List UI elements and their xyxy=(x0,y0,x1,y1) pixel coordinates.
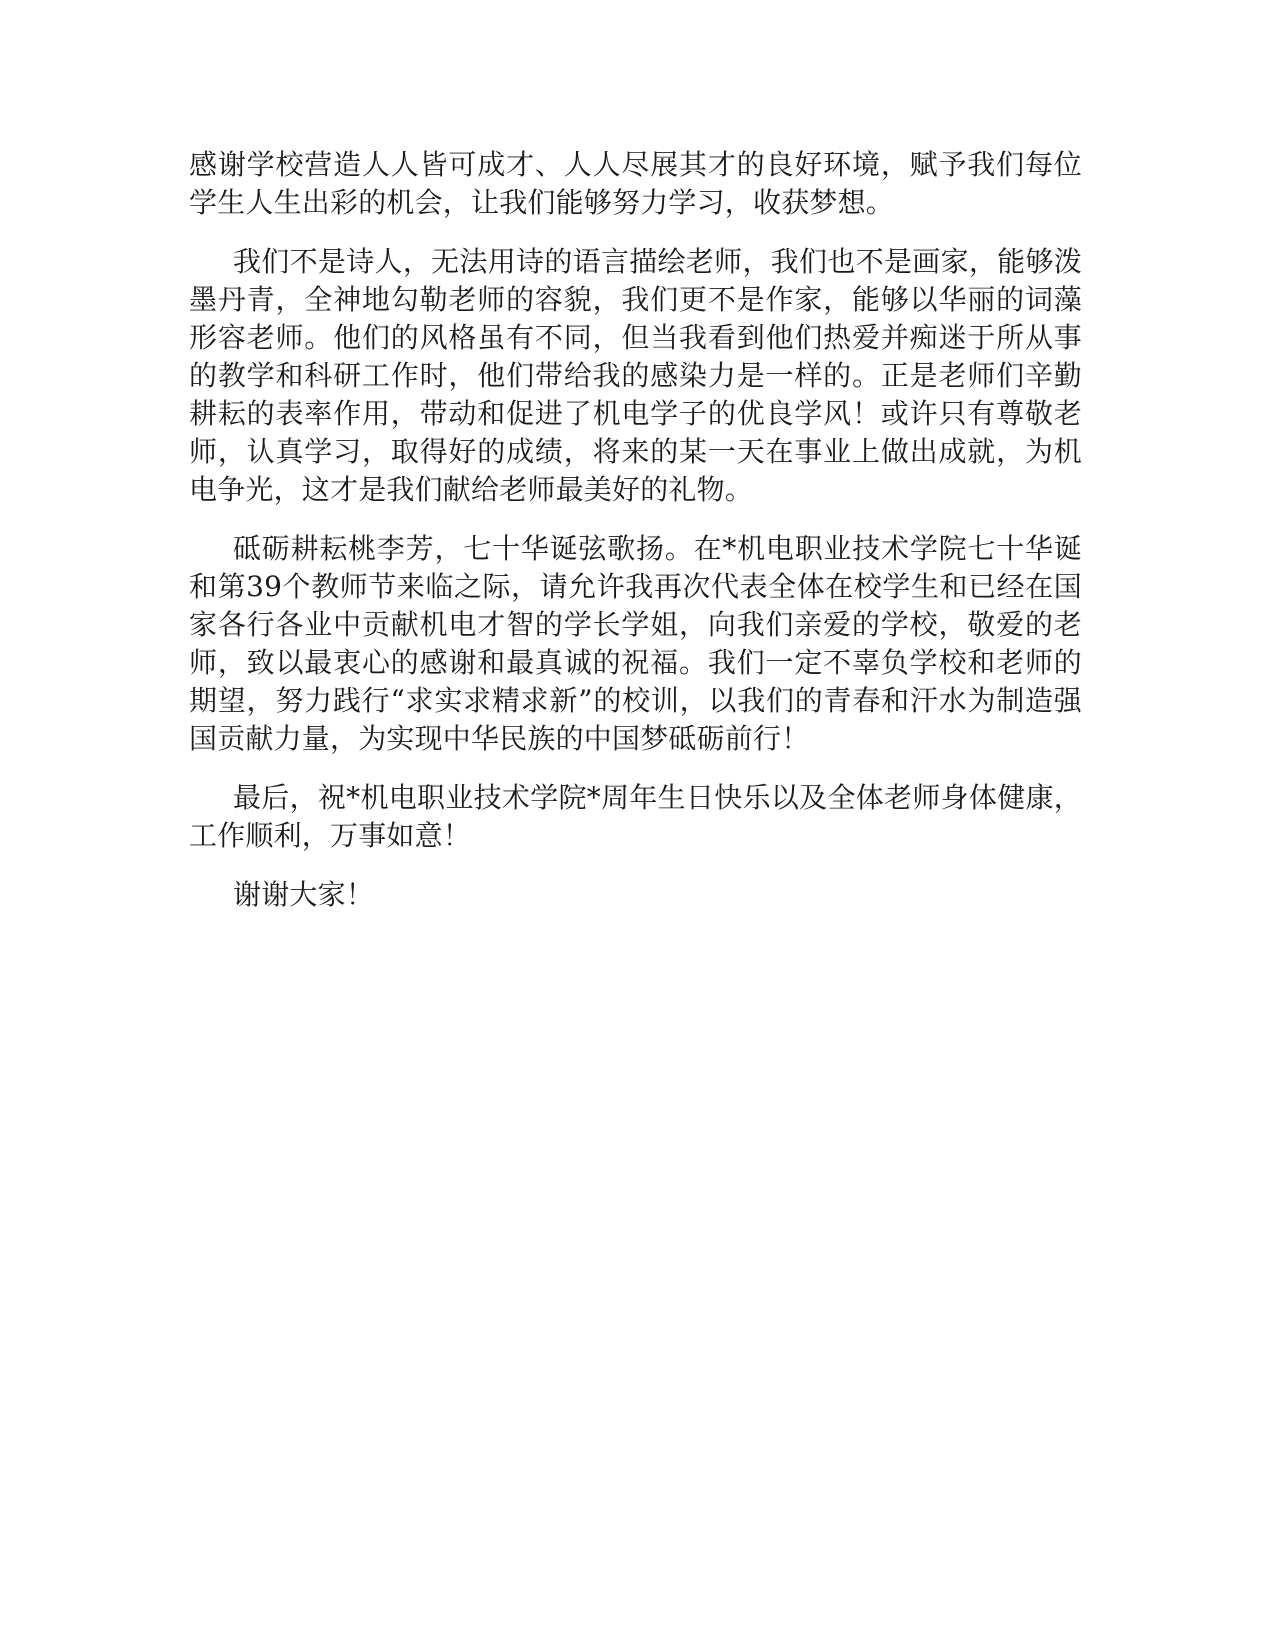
document-body xyxy=(189,146,1082,935)
paragraph-4: 最后，祝*机电职业技术学院*周年生日快乐以及全体老师身体健康，工作顺利，万事如意！ xyxy=(189,781,1082,852)
paragraph-3: 砥砺耕耘桃李芳，七十华诞弦歌扬。在*机电职业技术学院七十华诞和第39个教师节来临之际，请允许我再次代表全体在校学生和已经在国家各行各业中贡献机电才智的学长学姐，向我们亲爱的学校，敬爱的老师，致以最衷心的感谢和最真诚的祝福。我们一定不辜负学校和老师的期望，努力践行“求实求精求新”的校训，以我们的青春和汗水为制造强国贡献力量，为实现中华民族的中国梦砥砺前行！ xyxy=(189,532,1082,755)
paragraph-5: 谢谢大家！ xyxy=(233,878,375,911)
paragraph-2: 我们不是诗人，无法用诗的语言描绘老师，我们也不是画家，能够泼墨丹青，全神地勾勒老师的容貌，我们更不是作家，能够以华丽的词藻形容老师。他们的风格虽有不同，但当我看到他们热爱并痴迷于所从事的教学和科研工作时，他们带给我的感染力是一样的。正是老师们辛勤耕耘的表率作用，带动和促进了机电学子的优良学风！或许只有尊敬老师，认真学习，取得好的成绩，将来的某一天在事业上做出成就，为机电争光，这才是我们献给老师最美好的礼物。 xyxy=(189,245,1082,506)
paragraph-1: 感谢学校营造人人皆可成才、人人尽展其才的良好环境，赋予我们每位学生人生出彩的机会，让我们能够努力学习，收获梦想。 xyxy=(189,148,1082,219)
